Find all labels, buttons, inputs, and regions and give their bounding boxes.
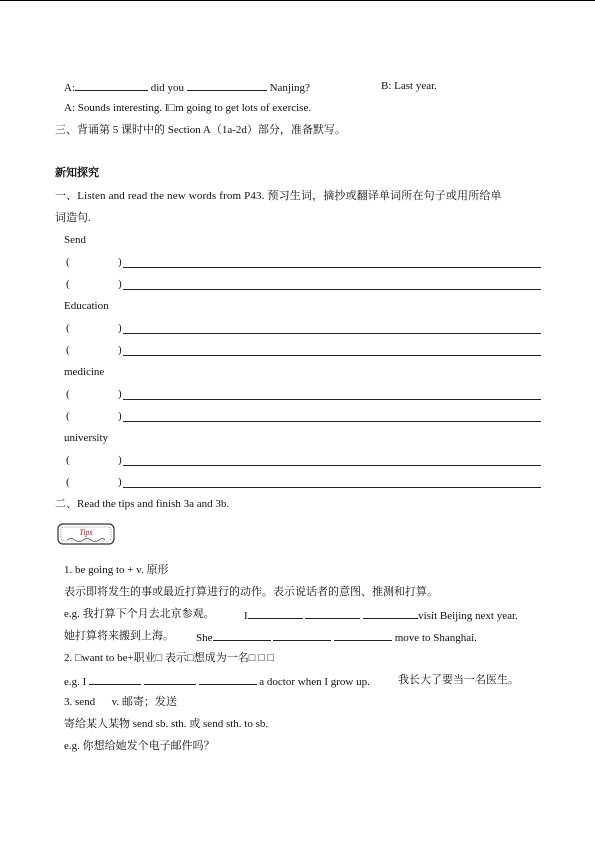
paren-open: ( [66,322,70,334]
paren-open: ( [66,278,70,290]
tip3-example: e.g. 你想给她发个电子邮件吗？ [64,740,215,752]
paren-close: ) [118,344,122,356]
paren-close: ) [118,278,122,290]
answer-line[interactable] [123,399,541,400]
paren-close: ) [118,322,122,334]
blank[interactable] [144,673,196,685]
answer-line[interactable] [123,355,541,356]
tip1-ex1-end: visit Beijing next year. [418,610,518,622]
dialog-a1-prefix: A: [64,82,75,94]
tip1-example1-cn: e.g. 我打算下个月去北京参观。 [64,608,215,620]
task-1-line1: 一、Listen and read the new words from P43. 预习生词，摘抄或翻译单词所在句子或用所给单 [55,190,502,202]
tip1-ex2-end: move to Shanghai. [394,632,477,644]
word-education: Education [64,300,109,312]
tip1-example2-cn: 她打算将来搬到上海。 [64,630,174,642]
dialog-line-a2: A: Sounds interesting. I□m going to get lots of exercise. [64,102,312,114]
paren-open: ( [66,454,70,466]
paren-open: ( [66,410,70,422]
tip1-example2-en [196,629,477,645]
paren-close: ) [118,454,122,466]
tip2-example [64,673,370,689]
paren-close: ) [118,476,122,488]
paren-open: ( [66,476,70,488]
blank [187,79,267,91]
dialog-a1-suffix: Nanjing? [269,82,310,94]
dialog-a1-mid: did you [150,82,185,94]
blank[interactable] [89,673,141,685]
page-top-border [0,0,595,1]
answer-line[interactable] [123,289,541,290]
task-2: 二、Read the tips and finish 3a and 3b. [55,498,230,510]
tip1-heading: 1. be going to + v. 原形 [64,564,169,576]
blank[interactable] [273,629,331,641]
tips-label: Tips [79,528,93,537]
answer-line[interactable] [123,465,541,466]
task-3: 三、背诵第 5 课时中的 Section A（1a-2d）部分，准备默写。 [55,124,346,136]
word-send: Send [64,234,86,246]
blank[interactable] [363,607,418,619]
blank[interactable] [213,629,271,641]
blank [75,79,148,91]
answer-line[interactable] [123,421,541,422]
tip2-heading: 2. □want to be+职业□ 表示□想成为一名□ □ □ [64,652,275,664]
paren-close: ) [118,388,122,400]
dialog-line-a1 [64,79,310,95]
paren-close: ) [118,410,122,422]
tip3-heading: 3. send v. 邮寄；发送 [64,696,177,708]
blank[interactable] [199,673,257,685]
blank[interactable] [305,607,360,619]
paren-open: ( [66,256,70,268]
answer-line[interactable] [123,487,541,488]
answer-line[interactable] [123,267,541,268]
blank[interactable] [248,607,303,619]
word-medicine: medicine [64,366,105,378]
tip2-ex-end: a doctor when I grow up. [259,676,370,688]
answer-line[interactable] [123,333,541,334]
tip2-ex-start: e.g. I [64,676,87,688]
dialog-line-b1: B: Last year. [381,80,437,92]
tip1-desc: 表示即将发生的事或最近打算进行的动作。表示说话者的意图、推测和打算。 [64,586,438,598]
tip1-example1-en [244,607,518,623]
paren-close: ) [118,256,122,268]
tip3-usage: 寄给某人某物 send sb. sth. 或 send sth. to sb. [64,718,269,730]
blank[interactable] [334,629,392,641]
paren-open: ( [66,388,70,400]
task-1-line2: 词造句. [55,212,91,224]
tips-badge-icon [57,522,115,546]
section-title: 新知探究 [55,167,99,179]
tip1-ex2-start: She [196,632,213,644]
tip1-ex1-start: I [244,610,248,622]
word-university: university [64,432,108,444]
tip2-example-cn: 我长大了要当一名医生。 [398,674,519,686]
paren-open: ( [66,344,70,356]
